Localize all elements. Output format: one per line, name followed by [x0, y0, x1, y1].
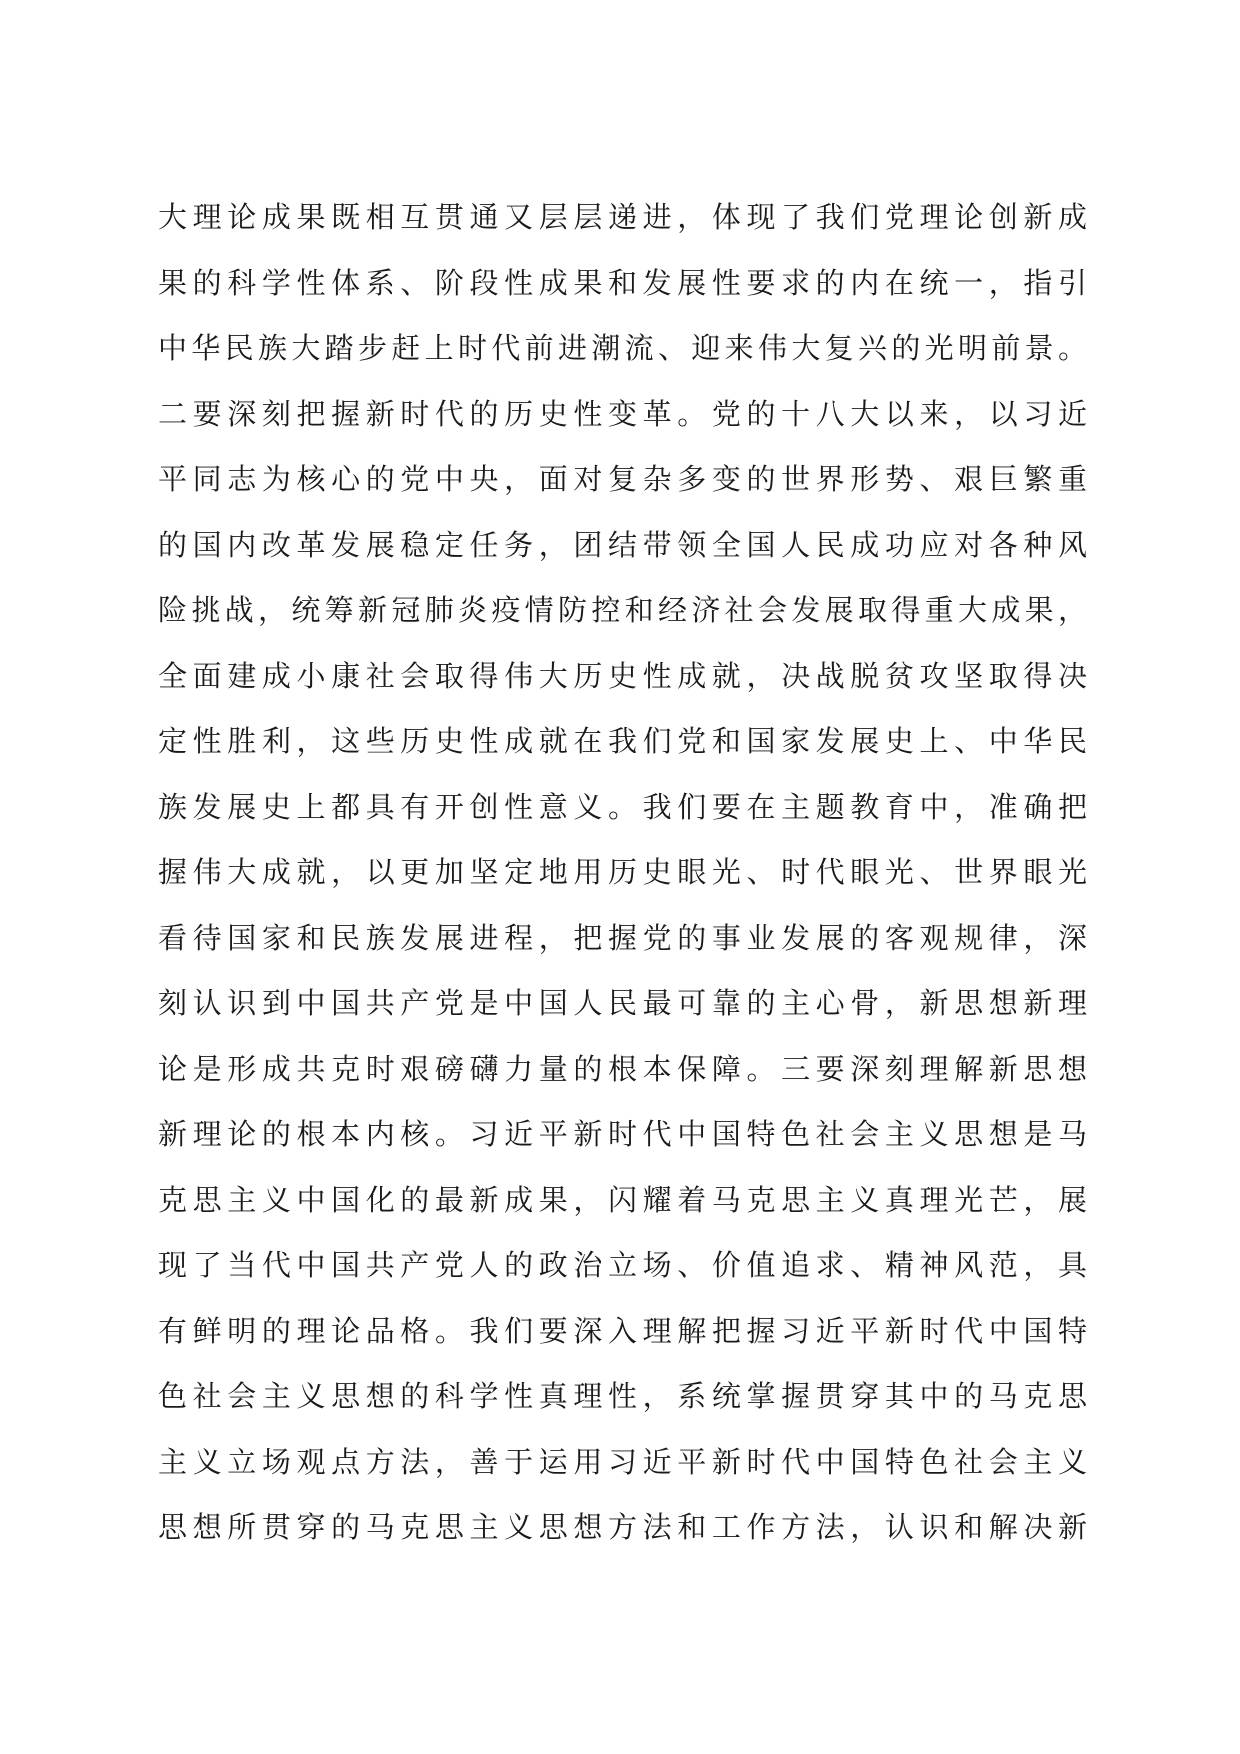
text-line: 果的科学性体系、阶段性成果和发展性要求的内在统一，指引: [158, 265, 1088, 300]
text-line: 险挑战，统筹新冠肺炎疫情防控和经济社会发展取得重大成果，: [158, 593, 1088, 627]
text-line: 有鲜明的理论品格。我们要深入理解把握习近平新时代中国特: [158, 1313, 1088, 1348]
text-line: 族发展史上都具有开创性意义。我们要在主题教育中，准确把: [158, 789, 1088, 824]
text-line: 刻认识到中国共产党是中国人民最可靠的主心骨，新思想新理: [158, 986, 1088, 1020]
text-line: 平同志为核心的党中央，面对复杂多变的世界形势、艰巨繁重: [158, 462, 1088, 496]
text-line: 二要深刻把握新时代的历史性变革。党的十八大以来，以习近: [158, 396, 1088, 431]
text-line: 思想所贯穿的马克思主义思想方法和工作方法，认识和解决新: [158, 1510, 1088, 1544]
text-line: 定性胜利，这些历史性成就在我们党和国家发展史上、中华民: [158, 724, 1088, 758]
text-line: 现了当代中国共产党人的政治立场、价值追求、精神风范，具: [158, 1248, 1088, 1282]
text-line: 中华民族大踏步赶上时代前进潮流、迎来伟大复兴的光明前景。: [158, 331, 1088, 365]
text-line: 色社会主义思想的科学性真理性，系统掌握贯穿其中的马克思: [158, 1379, 1088, 1413]
text-line: 的国内改革发展稳定任务，团结带领全国人民成功应对各种风: [158, 527, 1088, 562]
text-line: 论是形成共克时艰磅礴力量的根本保障。三要深刻理解新思想: [158, 1051, 1088, 1086]
body-text: [158, 190, 1088, 1566]
text-line: 克思主义中国化的最新成果，闪耀着马克思主义真理光芒，展: [158, 1182, 1088, 1217]
text-line: 主义立场观点方法，善于运用习近平新时代中国特色社会主义: [158, 1444, 1088, 1479]
text-line: 全面建成小康社会取得伟大历史性成就，决战脱贫攻坚取得决: [158, 658, 1088, 693]
text-line: 握伟大成就，以更加坚定地用历史眼光、时代眼光、世界眼光: [158, 855, 1088, 889]
text-line: 大理论成果既相互贯通又层层递进，体现了我们党理论创新成: [158, 200, 1088, 234]
text-line: 看待国家和民族发展进程，把握党的事业发展的客观规律，深: [158, 920, 1088, 955]
text-line: 新理论的根本内核。习近平新时代中国特色社会主义思想是马: [158, 1117, 1088, 1151]
